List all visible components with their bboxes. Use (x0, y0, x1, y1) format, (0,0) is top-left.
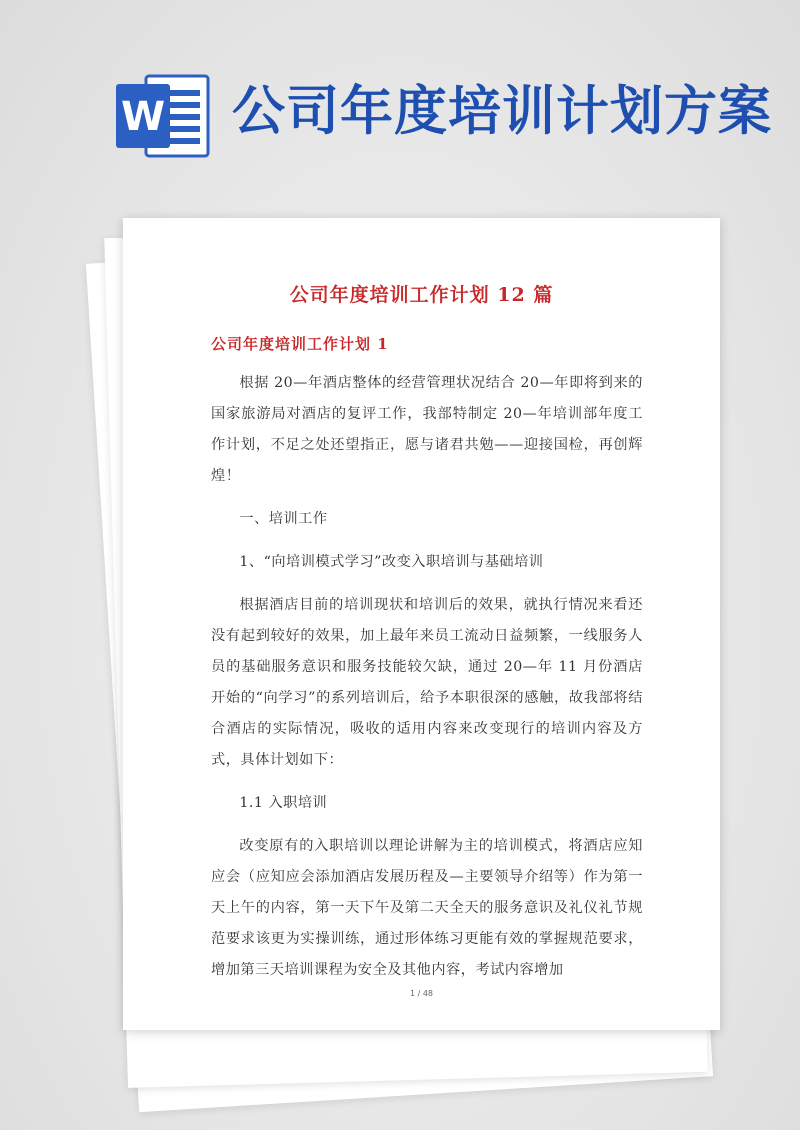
document-body (211, 368, 643, 998)
paragraph-subheading-learning: 1、“向培训模式学习”改变入职培训与基础培训 (239, 554, 544, 570)
paragraph-subheading-onboarding: 1.1 入职培训 (239, 795, 328, 811)
document-title: 公司年度培训工作计划 12 篇 (289, 284, 554, 306)
banner-title: 公司年度培训计划方案 (232, 81, 772, 142)
word-document-icon (112, 70, 212, 162)
section-heading: 公司年度培训工作计划 1 (211, 335, 389, 353)
paragraph-heading-training: 一、培训工作 (239, 511, 328, 527)
paragraph-onboarding-plan: 改变原有的入职培训以理论讲解为主的培训模式，将酒店应知应会（应知应会添加酒店发展历程及—主要领导介绍等）作为第一天上午的内容，第一天下午及第二天全天的服务意识及礼仪礼节规范要求该更为实操训练，通过形体练习更能有效的掌握规范要求，增加第三天培训课程为安全及其他内容，考试内容增加 (211, 838, 643, 978)
paragraph-intro: 根据 20—年酒店整体的经营管理状况结合 20—年即将到来的国家旅游局对酒店的复评工作，我部特制定 20—年培训部年度工作计划，不足之处还望指正，愿与诸君共勉——迎接国检，再创辉煌！ (211, 375, 643, 484)
page-number: 1 / 48 (409, 989, 434, 998)
document-page (123, 218, 720, 1030)
word-logo-letter: W (120, 94, 166, 140)
paragraph-current-status: 根据酒店目前的培训现状和培训后的效果，就执行情况来看还没有起到较好的效果，加上最年来员工流动日益频繁，一线服务人员的基础服务意识和服务技能较欠缺，通过 20—年 11 月份酒店开始的“向学习”的系列培训后，给予本职很深的感触，故我部将结合酒店的实际情况，吸收的适用内容来改变现行的培训内容及方式，具体计划如下： (211, 597, 643, 768)
